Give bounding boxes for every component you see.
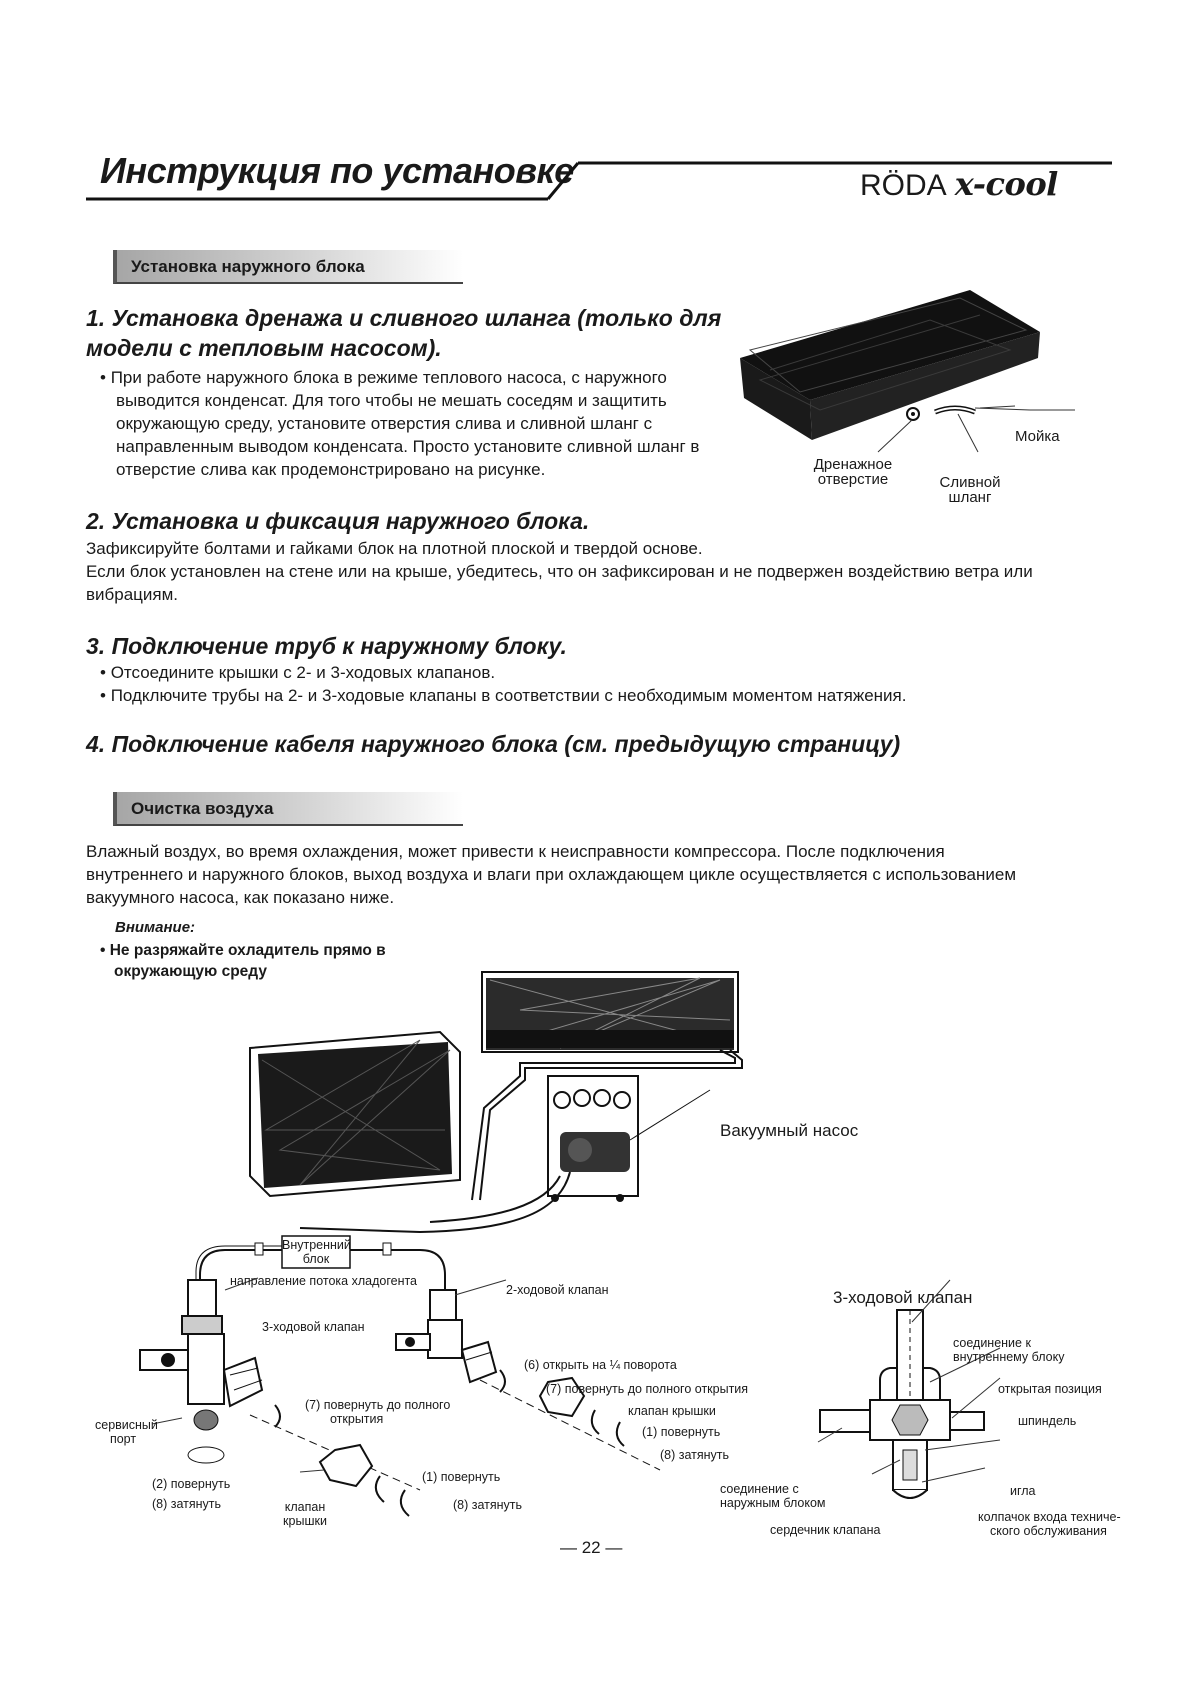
page-number: — 22 — xyxy=(560,1538,623,1557)
label-turn-7-left: (7) повернуть до полного xyxy=(305,1398,451,1412)
drain-figure xyxy=(730,280,1090,500)
warning-line: окружающую среду xyxy=(114,963,267,980)
label-indoor-2: блок xyxy=(302,1252,330,1266)
step4-heading: 4. Подключение кабеля наружного блока (см. предыдущую страницу) xyxy=(86,731,901,757)
label-turn-full-open-right: (7) повернуть до полного открытия xyxy=(546,1382,749,1396)
step2-line: Если блок установлен на стене или на крыше, убедитесь, что он зафиксирован и не подвержен воздействию ветра или xyxy=(86,562,1033,581)
label-vacuum-pump: Вакуумный насос xyxy=(720,1121,859,1140)
vacuum-pump-drawing xyxy=(548,1076,710,1202)
label-turn-1-right: (1) повернуть xyxy=(642,1425,721,1439)
step2-heading: 2. Установка и фиксация наружного блока. xyxy=(86,508,590,534)
warning-line: • Не разряжайте охладитель прямо в xyxy=(100,940,386,961)
valve3-needle: игла xyxy=(1010,1484,1036,1498)
label-service-port-1: сервисный xyxy=(95,1418,158,1432)
step1-bullet xyxy=(100,366,699,481)
step2-body xyxy=(86,537,1033,606)
warning-title: Внимание: xyxy=(115,919,196,936)
label-valve-2way: 2-ходовой клапан xyxy=(506,1283,609,1297)
valve3-service-cap-1: колпачок входа техниче- xyxy=(978,1510,1121,1524)
step3-bullet: • Подключите трубы на 2- и 3-ходовые клапаны в соответствии с необходимым моментом натяжения. xyxy=(100,684,906,707)
label-flow-direction: направление потока хладогента xyxy=(230,1274,418,1288)
valve3-spindle: шпиндель xyxy=(1018,1414,1077,1428)
valve3-core: сердечник клапана xyxy=(770,1523,881,1537)
brand-logo xyxy=(860,165,1058,203)
step1-line: выводится конденсат. Для того чтобы не мешать соседям и защитить xyxy=(116,391,667,410)
step1-heading-2: модели с тепловым насосом). xyxy=(86,335,442,361)
section-title-purge: Очистка воздуха xyxy=(113,792,463,826)
purge-body xyxy=(86,840,1016,909)
label-drain-1: Дренажное xyxy=(813,456,893,473)
step3-heading: 3. Подключение труб к наружному блоку. xyxy=(86,633,567,659)
step2-line: Зафиксируйте болтами и гайками блок на плотной плоской и твердой основе. xyxy=(86,539,703,558)
label-hose-2: шланг xyxy=(948,489,992,506)
label-turn-2: (2) повернуть xyxy=(152,1477,231,1491)
outdoor-unit-drawing xyxy=(250,1032,460,1196)
three-way-valve-detail-drawing xyxy=(818,1280,1000,1498)
label-hose-1: Сливной xyxy=(939,474,1001,491)
label-turn-1-left: (1) повернуть xyxy=(422,1470,501,1484)
valve3-to-indoor-2: внутреннему блоку xyxy=(953,1350,1065,1364)
page-title: Инструкция по установке xyxy=(100,150,574,191)
purge-diagram xyxy=(0,950,1190,1550)
step1-line: отверстие слива как продемонстрировано на рисунке. xyxy=(116,460,546,479)
label-valve-cap-left-2: крышки xyxy=(283,1514,327,1528)
valve3-open-position: открытая позиция xyxy=(998,1382,1102,1396)
label-indoor-1: Внутренний xyxy=(282,1238,351,1252)
step3-bullet: • Отсоедините крышки с 2- и 3-ходовых клапанов. xyxy=(100,661,906,684)
label-valve-cap-right: клапан крышки xyxy=(628,1404,716,1418)
label-service-port-2: порт xyxy=(109,1432,137,1446)
label-tighten-8-right: (8) затянуть xyxy=(660,1448,730,1462)
purge-line: Влажный воздух, во время охлаждения, может привести к неисправности компрессора. После подключения xyxy=(86,842,945,861)
label-open-quarter: (6) открыть на ¼ поворота xyxy=(524,1358,677,1372)
step1-line: направленным выводом конденсата. Просто установите сливной шланг в xyxy=(116,437,700,456)
purge-line: внутреннего и наружного блоков, выход воздуха и влаги при охлаждающем цикле осуществляется с использованием xyxy=(86,865,1017,884)
valve3-service-cap-2: ского обслуживания xyxy=(990,1524,1107,1538)
brand-name: RÖDA xyxy=(860,169,947,202)
step2-line: вибрациям. xyxy=(86,585,179,604)
valve3-to-outdoor-2: наружным блоком xyxy=(720,1496,826,1510)
brand-sub: x-cool xyxy=(954,165,1058,203)
step3-body xyxy=(100,661,906,707)
valve3-title: 3-ходовой клапан xyxy=(833,1288,973,1307)
label-wash: Мойка xyxy=(1015,428,1060,445)
label-tighten-8-left-2: (8) затянуть xyxy=(453,1498,523,1512)
label-drain-2: отверстие xyxy=(817,471,889,488)
label-turn-7-left-2: открытия xyxy=(330,1412,384,1426)
label-valve-cap-left-1: клапан xyxy=(284,1500,326,1514)
valve3-to-indoor-1: соединение к xyxy=(953,1336,1031,1350)
label-valve-3way: 3-ходовой клапан xyxy=(262,1320,365,1334)
valve3-to-outdoor-1: соединение с xyxy=(720,1482,799,1496)
purge-line: вакуумного насоса, как показано ниже. xyxy=(86,888,395,907)
two-way-valve-right-drawing xyxy=(396,1290,660,1470)
step1-line: окружающую среду, установите отверстия слива и сливной шланг с xyxy=(116,414,653,433)
step1-line: • При работе наружного блока в режиме теплового насоса, с наружного xyxy=(100,366,699,389)
label-tighten-8-left: (8) затянуть xyxy=(152,1497,222,1511)
step1-heading-1: 1. Установка дренажа и сливного шланга (только для xyxy=(86,305,722,331)
indoor-unit-drawing xyxy=(482,972,738,1052)
section-title-outdoor: Установка наружного блока xyxy=(113,250,463,284)
